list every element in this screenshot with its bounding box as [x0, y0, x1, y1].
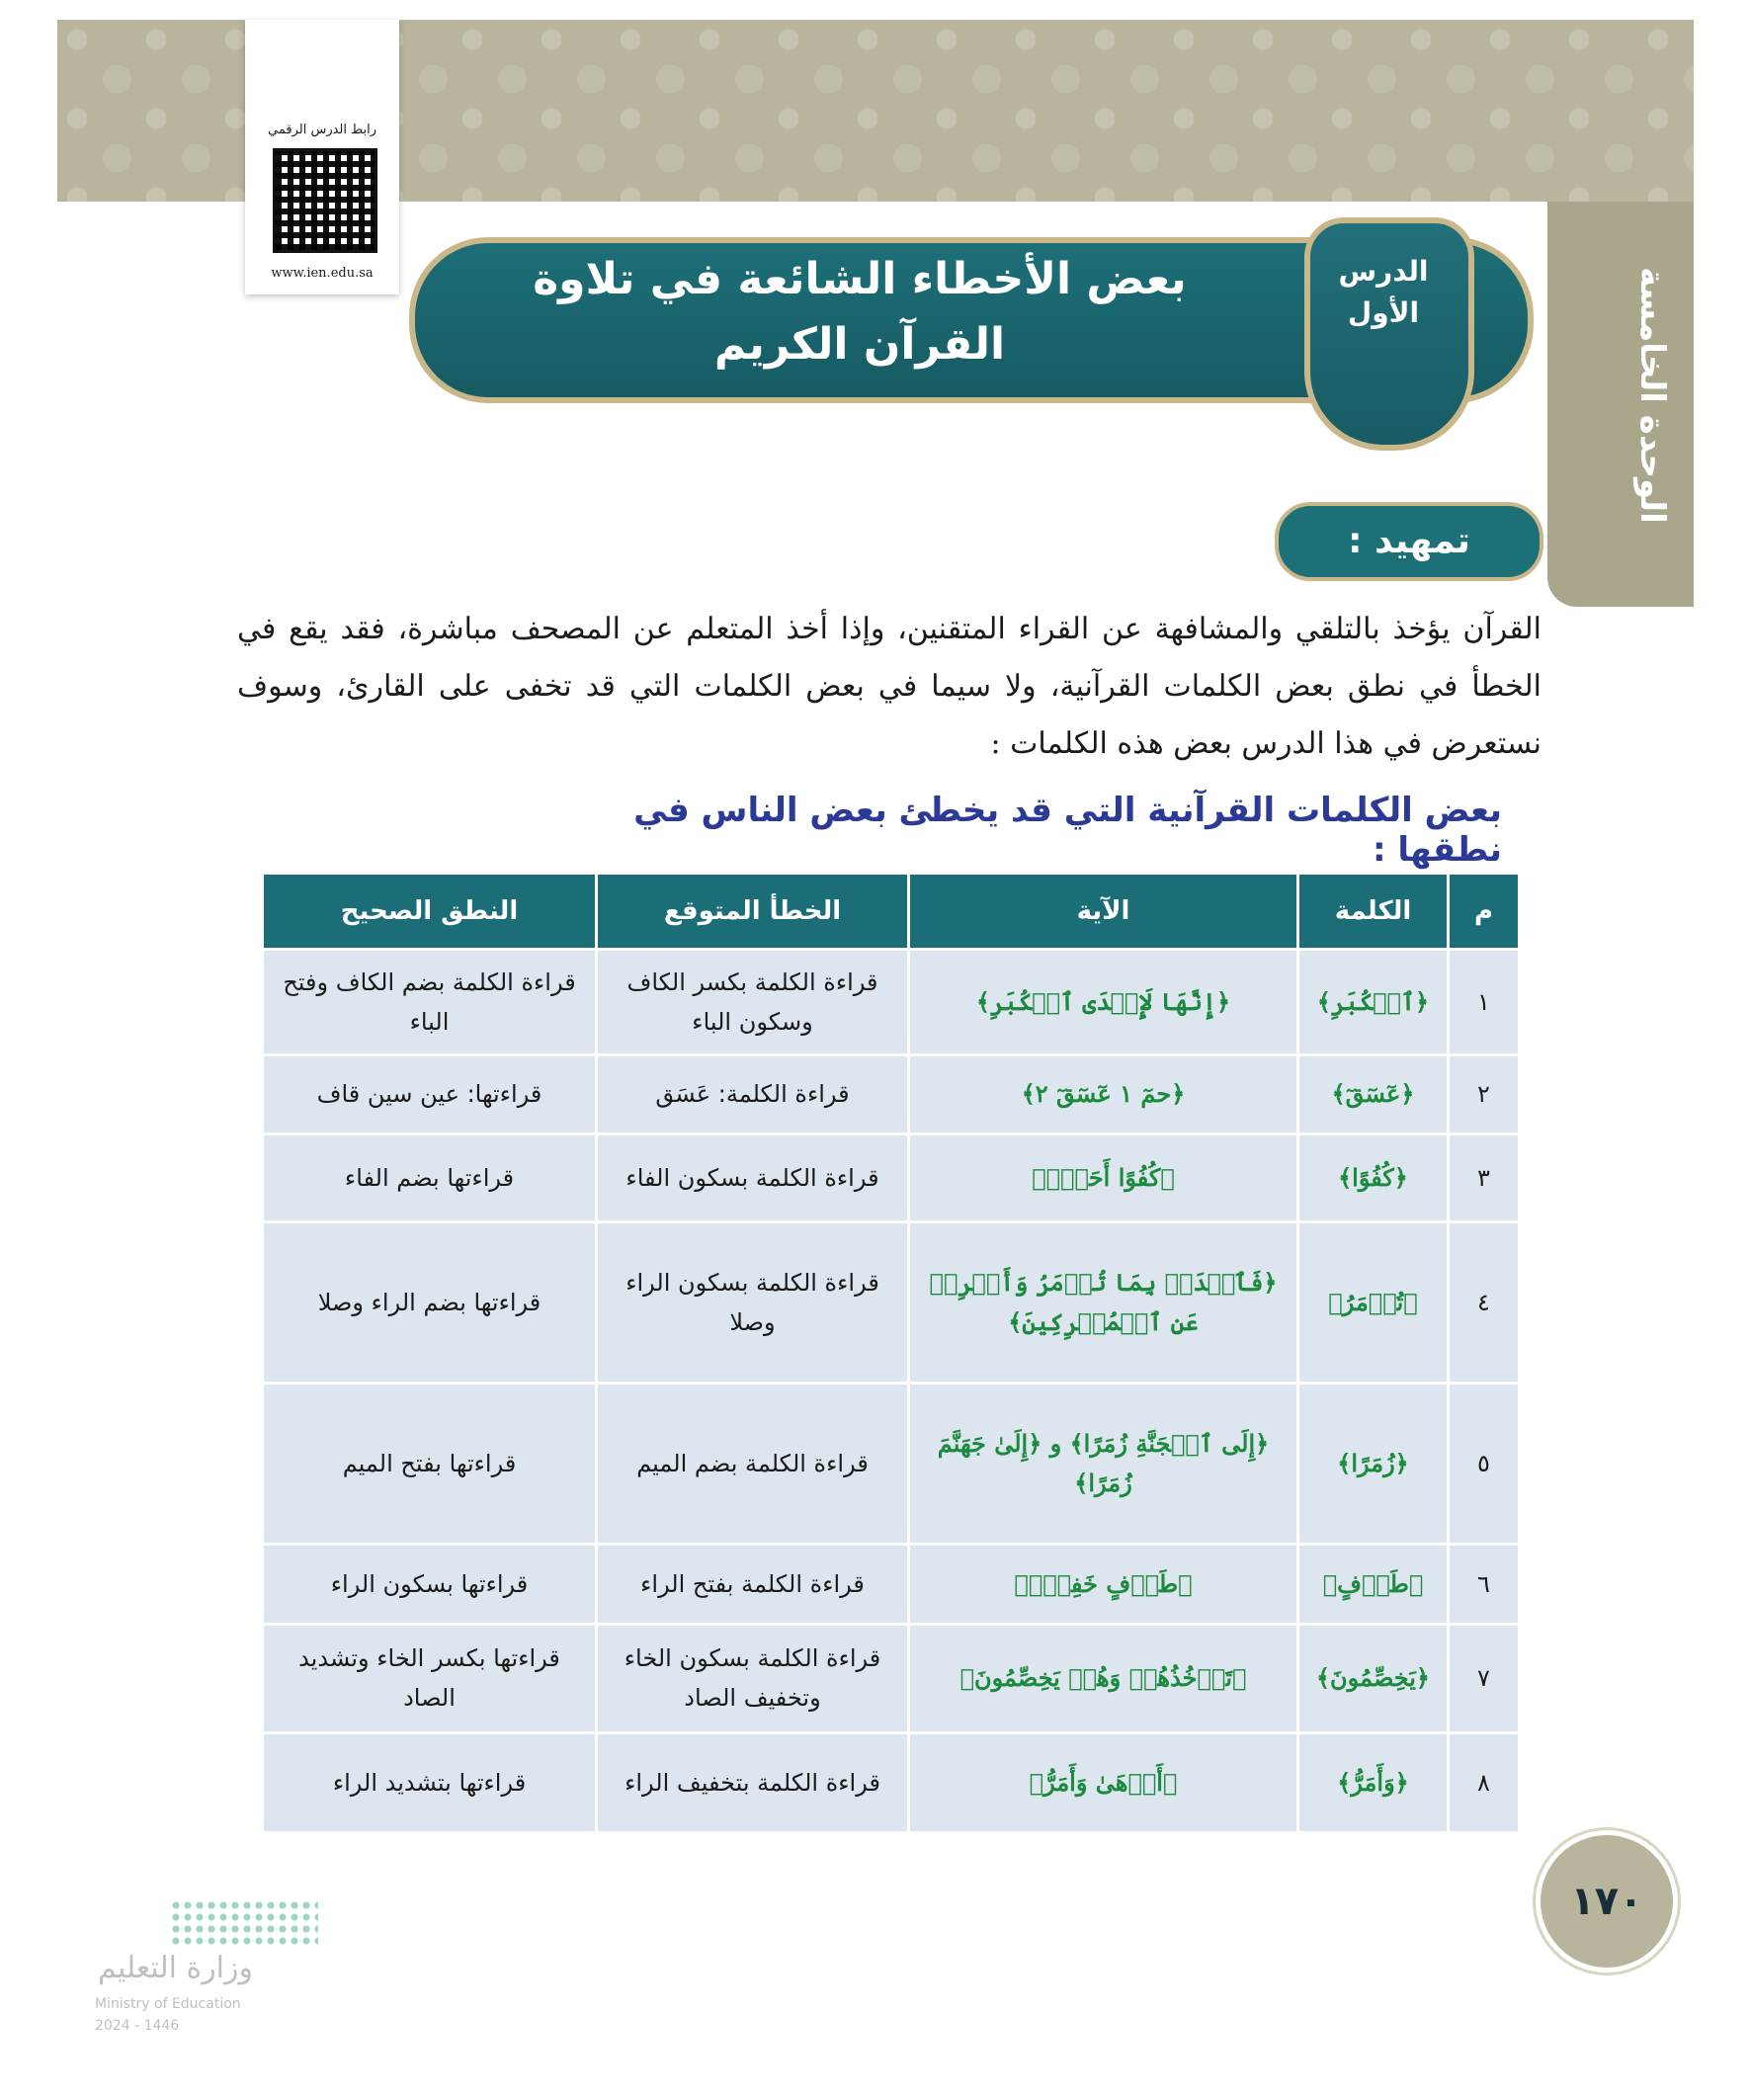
header-ayah: الآية — [909, 874, 1298, 950]
row-correct: قراءتها بسكون الراء — [263, 1545, 597, 1625]
unit-label: الوحدة الخامسة — [1632, 267, 1672, 524]
row-correct: قراءتها بفتح الميم — [263, 1383, 597, 1544]
row-ayah: ﴿كُفُوًا أَحَدُۢ﴾ — [909, 1134, 1298, 1222]
lesson-label: الدرس الأول — [1338, 255, 1429, 329]
row-num: ٧ — [1449, 1624, 1520, 1733]
header-error: الخطأ المتوقع — [597, 874, 909, 950]
row-error: قراءة الكلمة بتخفيف الراء — [597, 1733, 909, 1833]
ministry-dots-icon — [170, 1899, 318, 1947]
qr-card[interactable] — [245, 20, 399, 294]
row-error: قراءة الكلمة بكسر الكاف وسكون الباء — [597, 950, 909, 1055]
row-error: قراءة الكلمة بفتح الراء — [597, 1545, 909, 1625]
row-word: ﴿طَرۡفٍ﴾ — [1298, 1545, 1449, 1625]
row-num: ١ — [1449, 950, 1520, 1055]
row-correct: قراءتها بتشديد الراء — [263, 1733, 597, 1833]
row-ayah: ﴿أَدۡهَىٰ وَأَمَرُّ﴾ — [909, 1733, 1298, 1833]
intro-paragraph: القرآن يؤخذ بالتلقي والمشافهة عن القراء المتقنين، وإذا أخذ المتعلم عن المصحف مباشرة، فقد يقع في الخطأ في نطق بعض الكلمات القرآنية، ولا سيما في بعض الكلمات التي قد تخفى على القارئ، وسوف نستعرض في هذا الدرس بعض هذه الكلمات : — [237, 612, 1541, 761]
row-num: ٣ — [1449, 1134, 1520, 1222]
header-num: م — [1449, 874, 1520, 950]
row-ayah: ﴿تَأۡخُذُهُمۡ وَهُمۡ يَخِصِّمُونَ﴾ — [909, 1624, 1298, 1733]
row-word: ﴿ٱلۡكُبَرِ﴾ — [1298, 950, 1449, 1055]
words-table — [261, 872, 1521, 1834]
row-correct: قراءتها بكسر الخاء وتشديد الصاد — [263, 1624, 597, 1733]
intro-badge: تمهيد : — [1275, 502, 1543, 581]
row-num: ٥ — [1449, 1383, 1520, 1544]
row-error: قراءة الكلمة بضم الميم — [597, 1383, 909, 1544]
row-word: ﴿زُمَرًا﴾ — [1298, 1383, 1449, 1544]
row-error: قراءة الكلمة بسكون الفاء — [597, 1134, 909, 1222]
row-ayah: ﴿إِلَى ٱلۡجَنَّةِ زُمَرًا﴾ و ﴿إِلَىٰ جَهَنَّمَ زُمَرًا﴾ — [909, 1383, 1298, 1544]
table-row — [263, 1054, 1520, 1134]
row-correct: قراءتها: عين سين قاف — [263, 1054, 597, 1134]
row-ayah: ﴿حمٓ ١ عٓسٓقٓ ٢﴾ — [909, 1054, 1298, 1134]
edition-year: 2024 - 1446 — [95, 2018, 180, 2034]
lesson-title: بعض الأخطاء الشائعة في تلاوة القرآن الكريم — [533, 254, 1187, 370]
table-row — [263, 1545, 1520, 1625]
row-correct: قراءتها بضم الراء وصلا — [263, 1221, 597, 1383]
row-word: ﴿يَخِصِّمُونَ﴾ — [1298, 1624, 1449, 1733]
row-num: ٦ — [1449, 1545, 1520, 1625]
page-number: ١٧٠ — [1536, 1830, 1678, 1973]
row-error: قراءة الكلمة: عَسَق — [597, 1054, 909, 1134]
row-word: ﴿عٓسٓقٓ﴾ — [1298, 1054, 1449, 1134]
row-ayah: ﴿إِنَّهَا لَإِحۡدَى ٱلۡكُبَرِ﴾ — [909, 950, 1298, 1055]
table-heading: بعض الكلمات القرآنية التي قد يخطئ بعض الناس في نطقها : — [633, 791, 1502, 870]
qr-url[interactable]: www.ien.edu.sa — [271, 266, 374, 281]
table-header-row — [263, 874, 1520, 950]
row-error: قراءة الكلمة بسكون الراء وصلا — [597, 1221, 909, 1383]
table-row — [263, 1134, 1520, 1222]
row-num: ٤ — [1449, 1221, 1520, 1383]
table-row — [263, 1221, 1520, 1383]
row-correct: قراءة الكلمة بضم الكاف وفتح الباء — [263, 950, 597, 1055]
row-ayah: ﴿فَٱصۡدَعۡ بِمَا تُؤۡمَرُ وَأَعۡرِضۡ عَنِ ٱلۡمُشۡرِكِينَ﴾ — [909, 1221, 1298, 1383]
ministry-logo — [95, 1899, 332, 2077]
row-word: ﴿وَأَمَرُّ﴾ — [1298, 1733, 1449, 1833]
row-word: ﴿تُؤۡمَرُ﴾ — [1298, 1221, 1449, 1383]
row-correct: قراءتها بضم الفاء — [263, 1134, 597, 1222]
row-num: ٨ — [1449, 1733, 1520, 1833]
qr-code-icon[interactable] — [273, 148, 377, 253]
table-row — [263, 1733, 1520, 1833]
table-row — [263, 1383, 1520, 1544]
row-word: ﴿كُفُوًا﴾ — [1298, 1134, 1449, 1222]
row-num: ٢ — [1449, 1054, 1520, 1134]
header-word: الكلمة — [1298, 874, 1449, 950]
row-ayah: ﴿طَرۡفٍ خَفِيّٖ﴾ — [909, 1545, 1298, 1625]
table-row — [263, 950, 1520, 1055]
ministry-name-en: Ministry of Education — [95, 1996, 241, 2012]
row-error: قراءة الكلمة بسكون الخاء وتخفيف الصاد — [597, 1624, 909, 1733]
qr-label: رابط الدرس الرقمي — [268, 123, 376, 137]
table-row — [263, 1624, 1520, 1733]
header-correct: النطق الصحيح — [263, 874, 597, 950]
ministry-name-ar: وزارة التعليم — [97, 1951, 253, 1985]
